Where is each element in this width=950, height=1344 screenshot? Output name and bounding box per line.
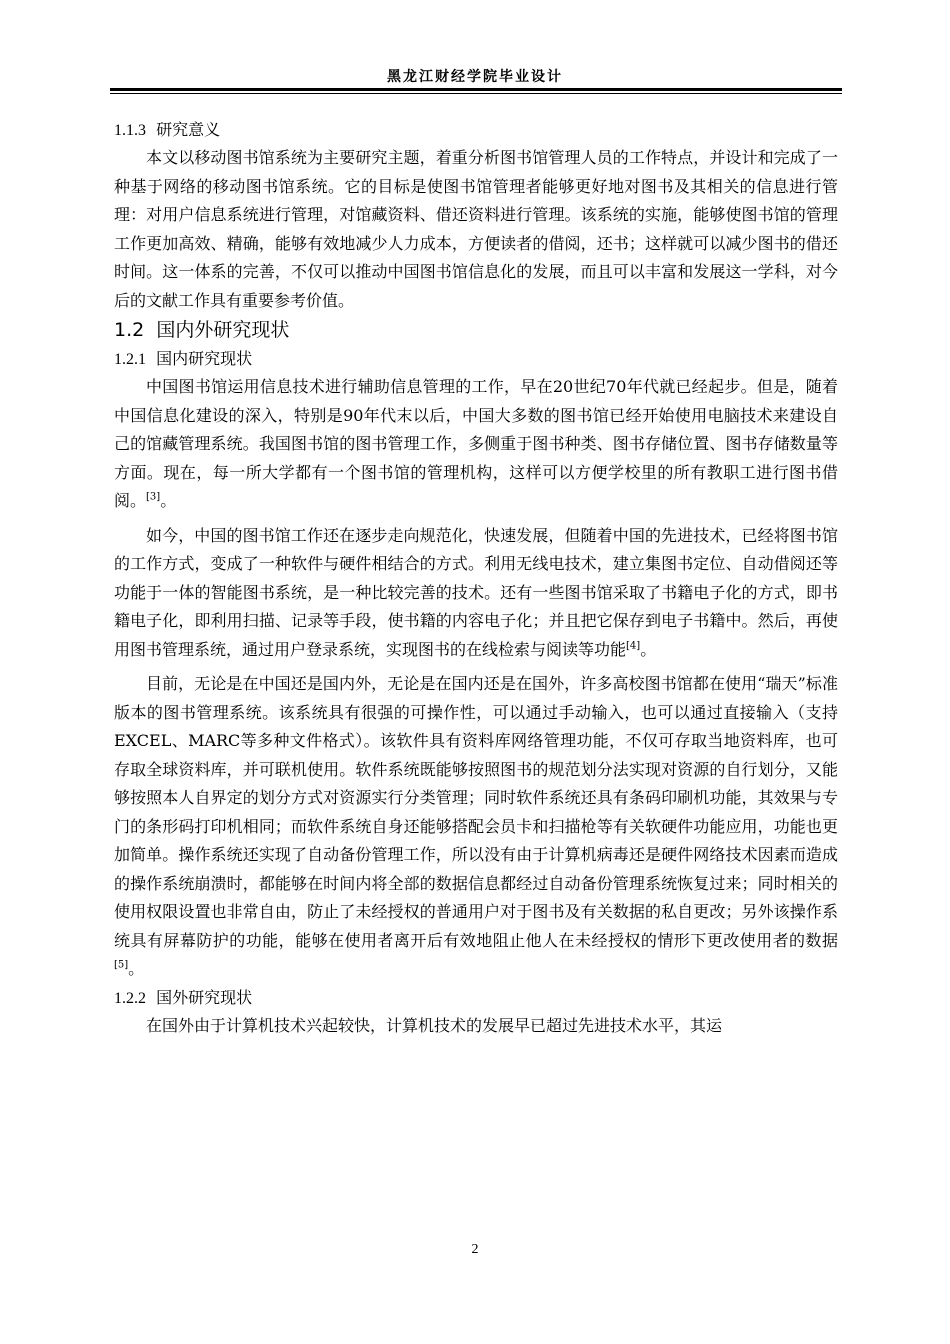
paragraph-end: 。 [640,639,657,659]
paragraph-end: 。 [128,959,145,978]
document-body [114,116,838,1040]
header-rule-thin [110,93,842,94]
paragraph-text: 中国图书馆运用信息技术进行辅助信息管理的工作，早在20世纪70年代就已经起步。但是，随着中国信息化建设的深入，特别是90年代末以后，中国大多数的图书馆已经开始使用电脑技术来建设自己的馆藏管理系统。我国图书馆的图书管理工作，多侧重于图书种类、图书存储位置、图书存储数量等方面。现在，每一所大学都有一个图书馆的管理机构，这样可以方便学校里的所有教职工进行图书借阅。 [114,377,838,510]
citation-ref: [4] [626,640,641,652]
heading-text: 研究意义 [156,120,221,139]
heading-1-2-2 [114,984,838,1012]
heading-text: 国外研究现状 [156,987,253,1007]
paragraph-text: 如今，中国的图书馆工作还在逐步走向规范化，快速发展，但随着中国的先进技术，已经将图书馆的工作方式，变成了一种软件与硬件相结合的方式。利用无线电技术，建立集图书定位、自动借阅还等功能于一体的智能图书系统，是一种比较完善的技术。还有一些图书馆采取了书籍电子化的方式，即书籍电子化，即利用扫描、记录等手段，使书籍的内容电子化；并且把它保存到电子书籍中。然后，再使用图书管理系统，通过用户登录系统，实现图书的在线检索与阅读等功能 [114,525,838,659]
heading-text: 国内外研究现状 [156,319,290,341]
heading-1-1-3 [114,116,838,144]
page-number: 2 [471,1242,479,1257]
paragraph-research-significance: 本文以移动图书馆系统为主要研究主题，着重分析图书馆管理人员的工作特点，并设计和完成了一种基于网络的移动图书馆系统。它的目标是使图书馆管理者能够更好地对图书及其相关的信息进行管理：对用户信息系统进行管理，对馆藏资料、借还资料进行管理。该系统的实施，能够使图书馆的管理工作更加高效、精确，能够有效地减少人力成本，方便读者的借阅，还书；这样就可以减少图书的借还时间。这一体系的完善，不仅可以推动中国图书馆信息化的发展，而且可以丰富和发展这一学科，对今后的文献工作具有重要参考价值。 [114,148,838,310]
page-header-title: 黑龙江财经学院毕业设计 [387,69,563,85]
paragraph-text: 目前，无论是在中国还是国内外，无论是在国内还是在国外，许多高校图书馆都在使用“瑞天”标准版本的图书管理系统。该系统具有很强的可操作性，可以通过手动输入，也可以通过直接输入（支持 EXCEL、MARC等多种文件格式）。该软件具有资料库网络管理功能，不仅可存取当地资料库，也可存取全球资料库，并可联机使用。软件系统既能够按照图书的规范划分法实现对资源的自行划分，又能够按照本人自界定的划分方式对资源实行分类管理；同时软件系统还具有条码印刷机功能，其效果与专门的条形码打印机相同；而软件系统自身还能够搭配会员卡和扫描枪等有关软硬件功能应用，功能也更加简单。操作系统还实现了自动备份管理工作，所以没有由于计算机病毒还是硬件网络技术因素而造成的操作系统崩溃时，都能够在时间内将全部的数据信息都经过自动备份管理系统恢复过来；同时相关的使用权限设置也非常自由，防止了未经授权的普通用户对于图书及有关数据的私自更改；另外该操作系统具有屏幕防护的功能，能够在使用者离开后有效地阻止他人在未经授权的情形下更改使用者的数据 [114,674,838,950]
heading-number: 1.2 [114,319,145,341]
citation-ref: [3] [146,491,161,503]
heading-number: 1.1.3 [114,122,146,139]
heading-number: 1.2.1 [114,351,146,368]
heading-1-2-1 [114,345,838,373]
heading-number: 1.2.2 [114,989,146,1007]
paragraph-domestic-history [114,373,838,516]
citation-ref: [5] [114,959,129,971]
heading-1-2 [114,315,838,345]
paragraph-end: 。 [160,491,177,510]
paragraph-ruitian-system [114,670,838,984]
heading-text: 国内研究现状 [156,349,253,368]
paragraph-domestic-current [114,522,838,665]
paragraph-foreign-research: 在国外由于计算机技术兴起较快，计算机技术的发展早已超过先进技术水平，其运 [146,1015,723,1035]
header-rule-thick [110,88,842,91]
